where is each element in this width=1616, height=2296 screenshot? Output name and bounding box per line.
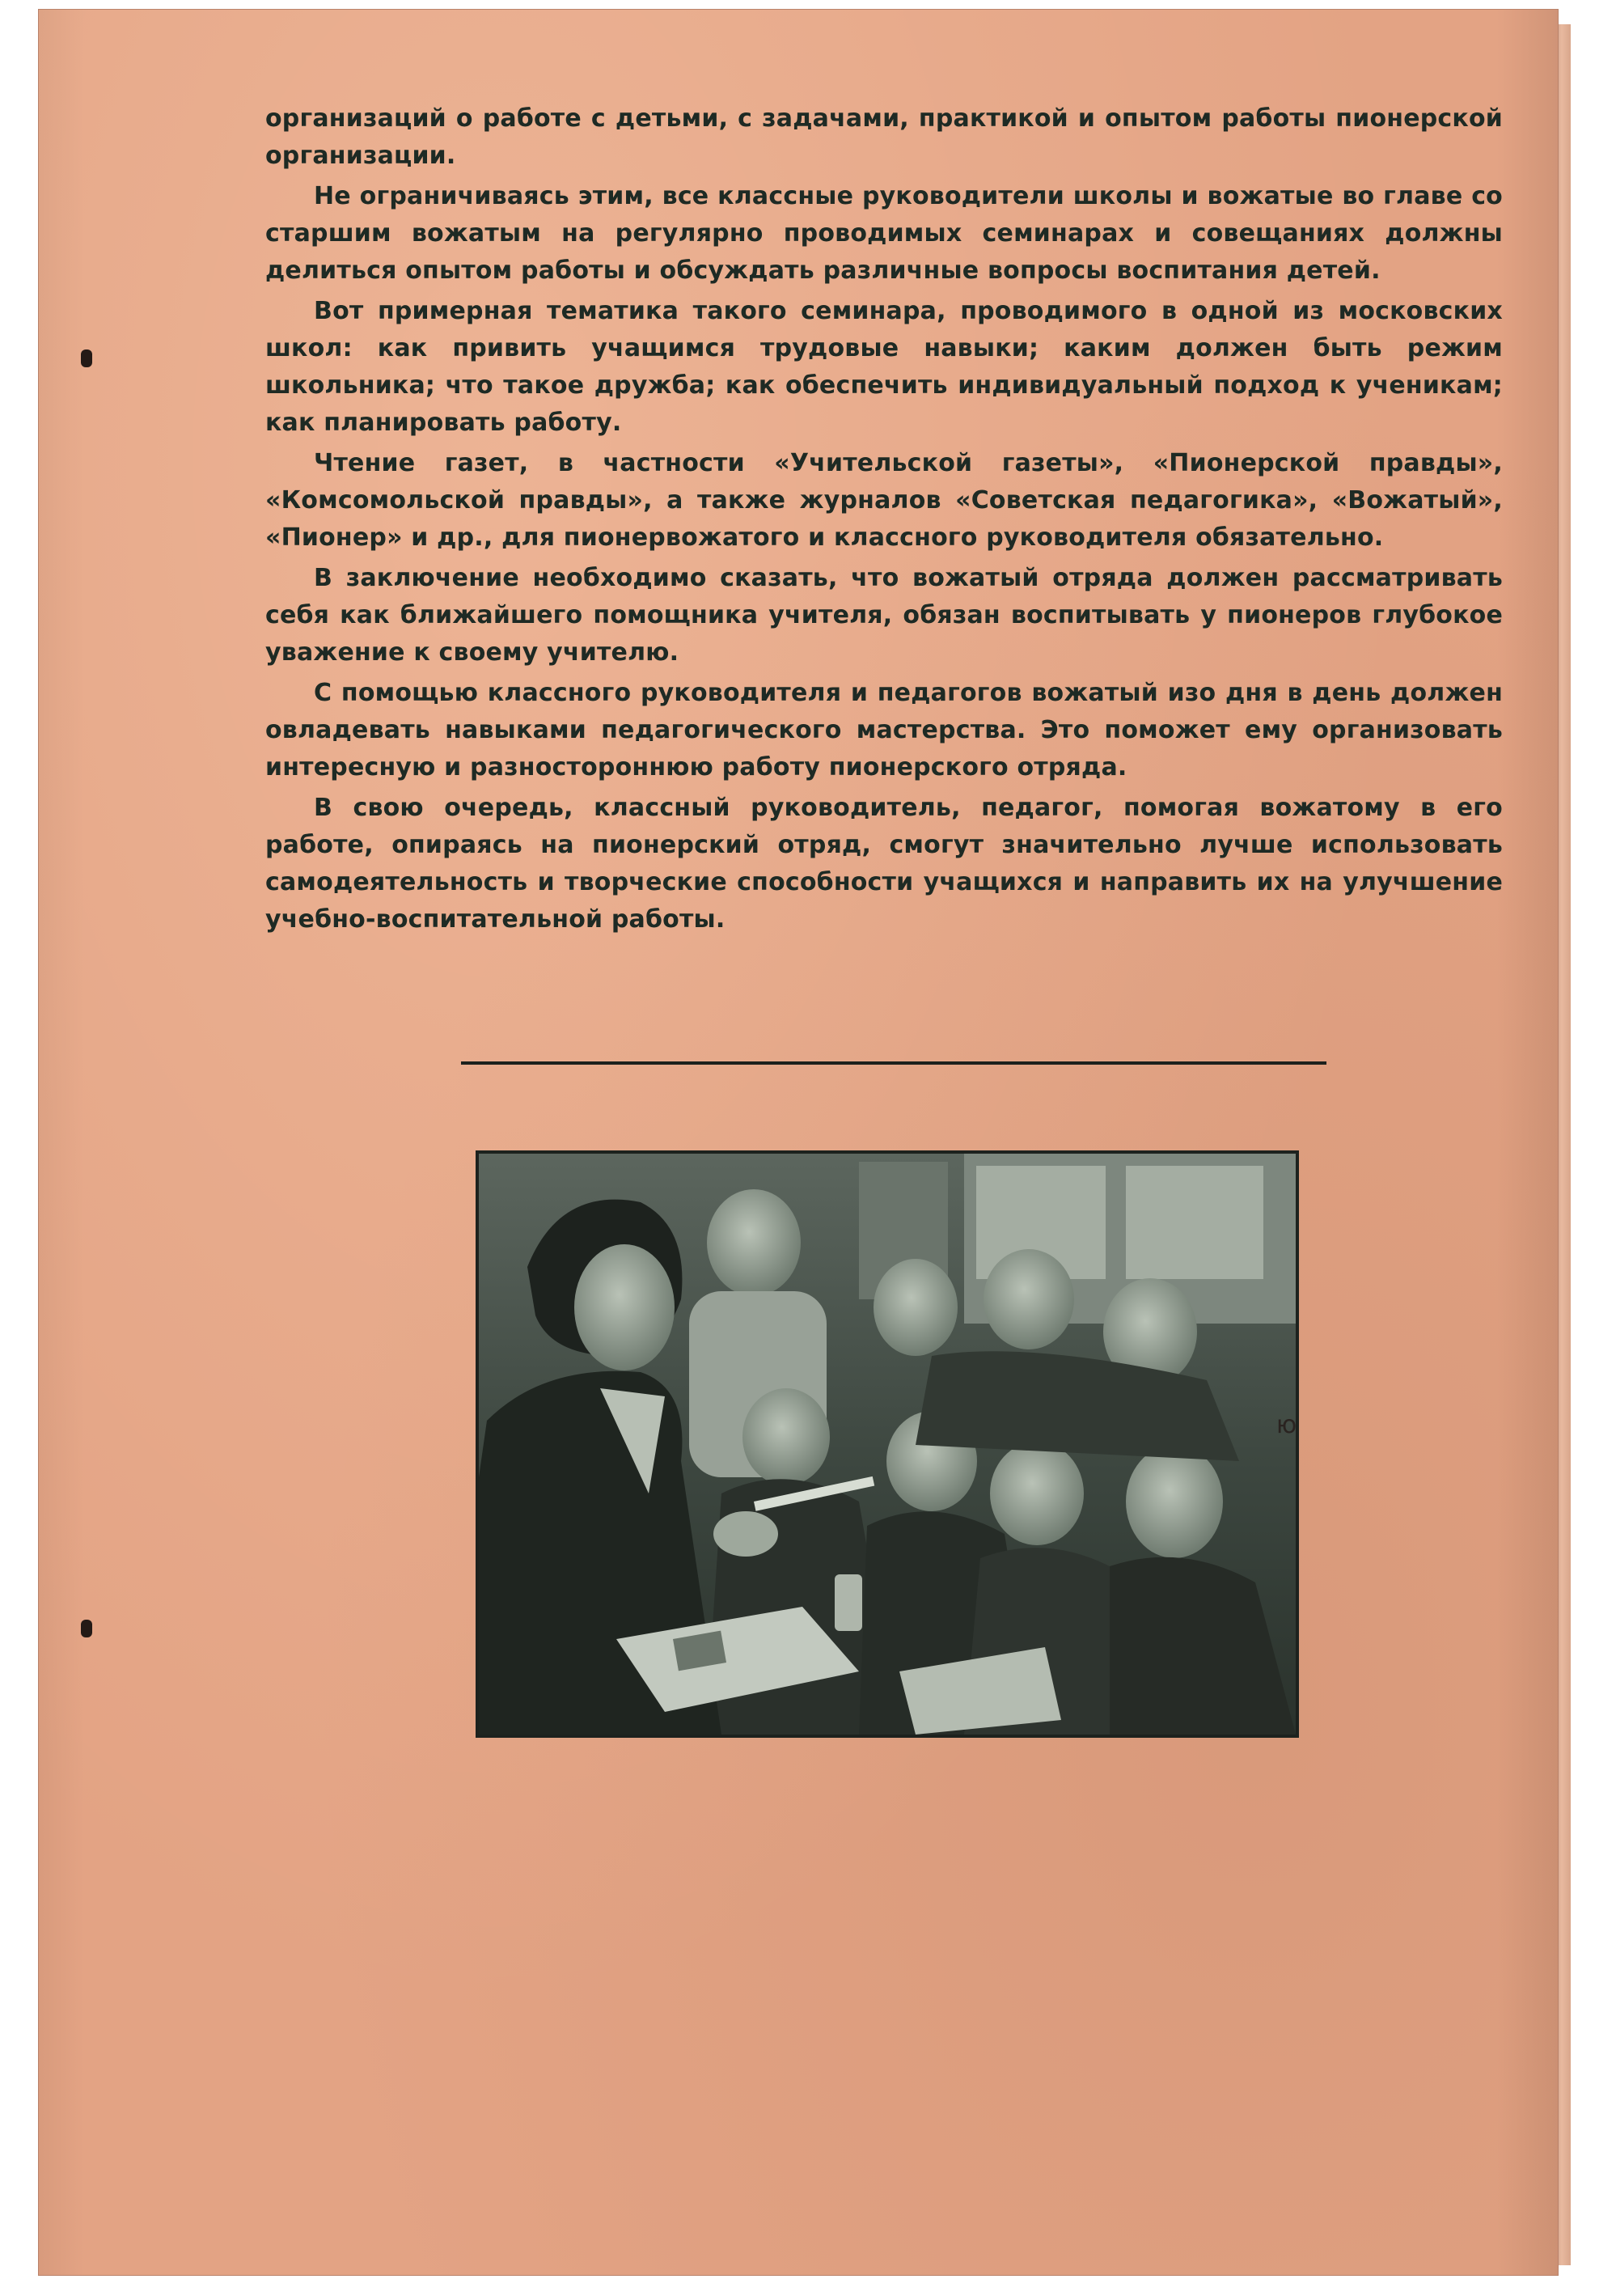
paragraph: Вот примерная тематика такого семинара, проводимого в одной из московских школ: как привить учащимся трудовые навыки; каким должен быть режим школьника; что такое дружба; как обеспечить индивидуальный подход к ученикам; как планировать работу.	[265, 297, 1503, 437]
binding-staple-bottom	[81, 1620, 92, 1637]
paragraph: Чтение газет, в частности «Учительской газеты», «Пионерской правды», «Комсомольской правды», а также журналов «Советская педагогика», «Вожатый», «Пионер» и др., для пионервожатого и классного руководителя обязательно.	[265, 449, 1503, 552]
brochure-page	[39, 10, 1558, 2275]
margin-mark: ю	[1276, 1411, 1297, 1439]
paragraph: В заключение необходимо сказать, что вожатый отряда должен рассматривать себя как ближайшего помощника учителя, обязан воспитывать у пионеров глубокое уважение к своему учителю.	[265, 564, 1503, 667]
pioneer-group-photograph	[476, 1150, 1299, 1738]
paragraph: организаций о работе с детьми, с задачами, практикой и опытом работы пионерской организации.	[265, 104, 1503, 170]
article-text	[265, 100, 1503, 942]
section-divider-rule	[461, 1061, 1326, 1065]
binding-staple-top	[81, 349, 92, 367]
paragraph: Не ограничиваясь этим, все классные руководители школы и вожатые во главе со старшим вожатым на регулярно проводимых семинарах и совещаниях должны делиться опытом работы и обсуждать различные вопросы воспитания детей.	[265, 182, 1503, 285]
paragraph: В свою очередь, классный руководитель, педагог, помогая вожатому в его работе, опираясь на пионерский отряд, смогут значительно лучше использовать самодеятельность и творческие способности учащихся и направить их на улучшение учебно-воспитательной работы.	[265, 794, 1503, 934]
paragraph: С помощью классного руководителя и педагогов вожатый изо дня в день должен овладевать навыками педагогического мастерства. Это поможет ему организовать интересную и разностороннюю работу пионерского отряда.	[265, 679, 1503, 782]
